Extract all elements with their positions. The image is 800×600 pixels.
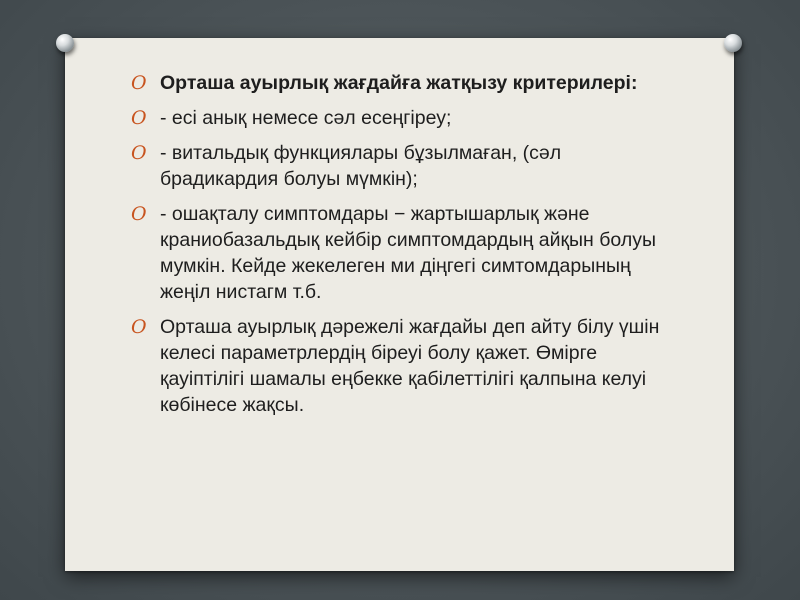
- list-item: [131, 201, 671, 305]
- bullet-text: - есі анық немесе сәл есеңгіреу;: [160, 107, 452, 129]
- bullet-marker-icon: O: [131, 316, 147, 338]
- list-item: [131, 314, 671, 418]
- pushpin-icon: [56, 34, 74, 52]
- list-item: [131, 105, 671, 131]
- bullet-marker-icon: O: [131, 142, 147, 164]
- bullet-text: Орташа ауырлық жағдайға жатқызу критерилері:: [160, 72, 638, 94]
- list-item: [131, 140, 671, 192]
- bullet-text: Орташа ауырлық дәрежелі жағдайы деп айту білу үшін келесі параметрлердің біреуі болу қажет. Өмірге қауіптілігі шамалы еңбекке қабілеттілігі қалпына келуі көбінесе жақсы.: [160, 316, 660, 416]
- list-item: [131, 70, 671, 96]
- pushpin-icon: [724, 34, 742, 52]
- bullet-list: [131, 70, 671, 427]
- bullet-text: - витальдық функциялары бұзылмаған, (сәл брадикардия болуы мүмкін);: [160, 142, 562, 190]
- bullet-marker-icon: O: [131, 203, 147, 225]
- bullet-marker-icon: O: [131, 72, 147, 94]
- bullet-text: - ошақталу симптомдары − жартышарлық және краниобазальдық кейбір симптомдардың айқын болуы мумкін. Кейде жекелеген ми діңгегі симтомдарының жеңіл нистагм т.б.: [160, 203, 656, 303]
- bullet-marker-icon: O: [131, 107, 147, 129]
